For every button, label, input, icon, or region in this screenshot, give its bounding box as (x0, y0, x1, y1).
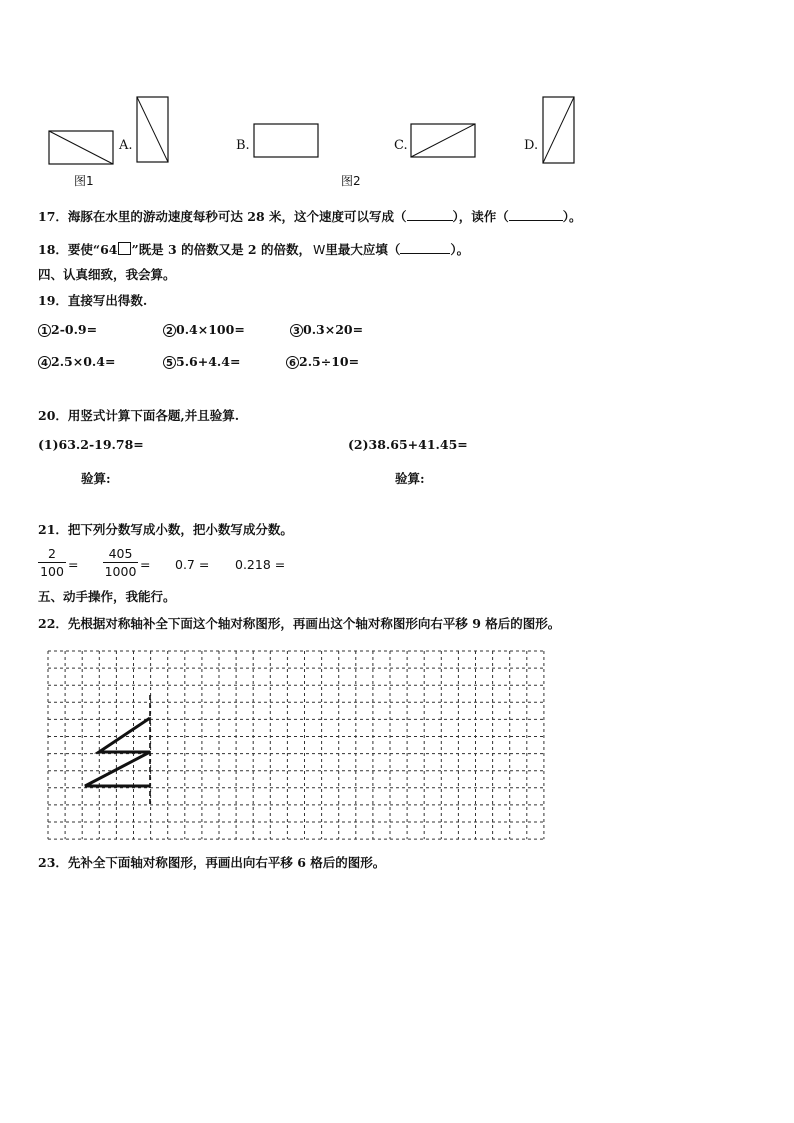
fraction-1-numerator: 2 (38, 546, 66, 563)
question-19-title: 19．直接写出得数. (38, 293, 148, 308)
circled-number-2: 2 (163, 324, 176, 337)
figure-1-label: 图1 (74, 174, 94, 188)
question-20-title: 20．用竖式计算下面各题,并且验算. (38, 408, 240, 423)
q19-expr-5: 5.6+4.4= (176, 354, 241, 369)
q18-box-symbol (118, 242, 131, 255)
fraction-2-equals: = (140, 557, 151, 572)
circled-number-3: 3 (290, 324, 303, 337)
decimal-2: 0.218 = (235, 557, 286, 572)
figure-1-rectangle (48, 130, 116, 166)
section-4-heading: 四、认真细致，我会算。 (38, 267, 176, 282)
fraction-1-equals: = (68, 557, 79, 572)
half-figure-zigzag (85, 718, 150, 786)
question-22-title: 22．先根据对称轴补全下面这个轴对称图形，再画出这个轴对称图形向右平移 9 格后的图形。 (38, 616, 561, 631)
decimal-1: 0.7 = (175, 557, 210, 572)
option-c-label: C. (394, 138, 408, 153)
q19-expr-2: 0.4×100= (176, 322, 245, 337)
q17-blank-2[interactable] (509, 208, 563, 221)
q19-item-5 (163, 354, 240, 369)
circled-number-4: 4 (38, 356, 51, 369)
q19-expr-6: 2.5÷10= (299, 354, 360, 369)
fraction-405-over-1000 (103, 546, 138, 579)
question-23-title: 23．先补全下面轴对称图形，再画出向右平移 6 格后的图形。 (38, 855, 386, 870)
fraction-2-numerator: 405 (103, 546, 138, 563)
fraction-2-over-100 (38, 546, 66, 579)
option-a-label: A. (119, 138, 133, 153)
q20-problem-1: (1)63.2-19.78= (38, 437, 144, 452)
fraction-1-denominator: 100 (40, 564, 64, 579)
fraction-2-denominator: 1000 (104, 564, 137, 579)
q19-item-1 (38, 322, 97, 337)
option-b-figure (253, 123, 321, 159)
q17-text-c: ）。 (562, 209, 582, 224)
question-21-title: 21．把下列分数写成小数，把小数写成分数。 (38, 522, 293, 537)
q19-item-6 (286, 354, 359, 369)
figure-2-label: 图2 (341, 174, 361, 188)
option-b-label: B. (236, 138, 250, 153)
q19-expr-1: 2-0.9= (51, 322, 98, 337)
q19-item-3 (290, 322, 363, 337)
circled-number-5: 5 (163, 356, 176, 369)
q18-text-c: 里最大应填（ (325, 242, 401, 257)
q17-text-b: ），读作（ (452, 209, 509, 224)
q18-blank[interactable] (400, 241, 450, 254)
q17-blank-1[interactable] (407, 208, 453, 221)
q18-text-a: 18．要使“64 (38, 242, 118, 257)
question-18 (38, 240, 469, 258)
option-a-figure (136, 96, 170, 164)
q20-check-1: 验算: (81, 471, 111, 486)
circled-number-6: 6 (286, 356, 299, 369)
question-17 (38, 207, 582, 225)
option-d-label: D. (524, 138, 539, 153)
q20-problem-2: (2)38.65+41.45= (348, 437, 468, 452)
q18-w-symbol: W (312, 242, 326, 257)
q17-text-a: 17．海豚在水里的游动速度每秒可达 28 米，这个速度可以写成（ (38, 209, 407, 224)
q18-text-b: ”既是 3 的倍数又是 2 的倍数， (131, 242, 311, 257)
option-c-figure (410, 123, 478, 159)
q19-expr-3: 0.3×20= (303, 322, 364, 337)
q19-item-4 (38, 354, 115, 369)
q20-check-2: 验算: (395, 471, 425, 486)
dotted-grid[interactable] (40, 645, 550, 845)
q18-text-d: ）。 (450, 242, 470, 257)
option-d-figure (542, 96, 576, 166)
grid-lines (48, 651, 544, 839)
section-5-heading: 五、动手操作，我能行。 (38, 589, 176, 604)
q19-item-2 (163, 322, 245, 337)
circled-number-1: 1 (38, 324, 51, 337)
q19-expr-4: 2.5×0.4= (51, 354, 116, 369)
